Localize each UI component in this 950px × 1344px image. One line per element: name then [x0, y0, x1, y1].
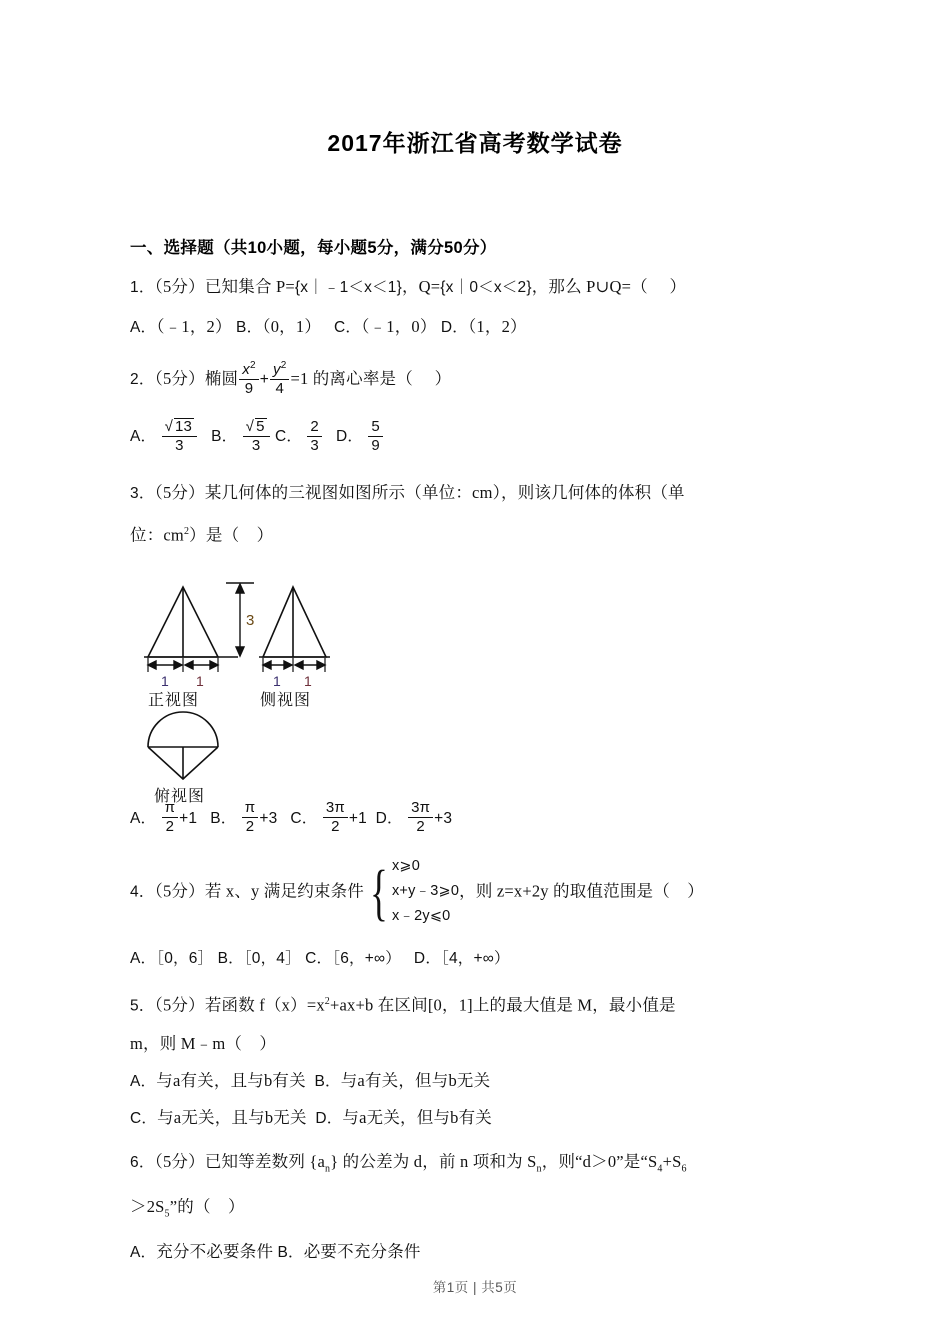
option-3-d-tail: +3: [434, 809, 453, 827]
denominator: 2: [165, 818, 175, 836]
option-1-a-text[interactable]: （﹣1，2）: [156, 317, 232, 336]
fraction-denominator: 9: [244, 380, 254, 398]
question-6-text-line2a: ＞2S: [130, 1197, 165, 1217]
question-5-text-line1a: 若函数 f（x）=x: [204, 995, 325, 1014]
option-5-c-label[interactable]: C．: [130, 1110, 158, 1127]
constraint-row-2: x+y﹣3⩾0: [391, 882, 460, 899]
question-4-text-b: ，则 z=x+2y 的取值范围是（: [459, 880, 670, 900]
option-4-b-label[interactable]: B．: [217, 949, 244, 967]
front-view-drawing: [144, 587, 238, 657]
option-3-d-label[interactable]: D．: [375, 809, 403, 827]
option-2-d-label[interactable]: D．: [335, 428, 364, 445]
question-1-points: （5分）: [154, 277, 205, 296]
option-1-d-label[interactable]: D．: [440, 319, 468, 336]
option-6-a-label[interactable]: A．: [130, 1243, 157, 1261]
section-heading: 一、选择题（共10小题，每小题5分，满分50分）: [130, 239, 497, 257]
option-3-c-label[interactable]: C．: [290, 809, 318, 827]
question-2-stem: [130, 346, 820, 399]
question-5-options-row1: [130, 1063, 820, 1100]
fraction-numerator: x: [242, 361, 250, 379]
plus-sign: +: [259, 371, 269, 388]
question-5-points: （5分）: [154, 995, 205, 1014]
fraction-x2-over-9: [239, 361, 258, 397]
option-4-c-text[interactable]: ［6，+∞）: [332, 949, 401, 967]
three-view-figure: [130, 569, 820, 805]
page-footer: 第1页 | 共5页: [432, 1280, 518, 1295]
three-view-drawing: [130, 569, 430, 805]
top-view-drawing: [148, 712, 218, 779]
denominator: 2: [331, 818, 340, 836]
question-6-text-p1: 已知等差数列 {a: [204, 1152, 326, 1171]
question-1-set-p: {x｜﹣1＜x＜1}: [294, 279, 402, 296]
denominator: 3: [175, 437, 184, 455]
question-2-text-c: ）: [434, 369, 452, 388]
option-1-b-label[interactable]: B．: [236, 319, 263, 336]
question-2-options: [130, 399, 820, 460]
question-1-options: [130, 307, 820, 346]
question-6-sub-4: 4: [657, 1163, 663, 1175]
option-2-a-label[interactable]: A．: [130, 428, 157, 445]
numerator: 5: [368, 419, 383, 437]
question-4-number: 4．: [130, 882, 155, 900]
option-2-b-value[interactable]: $\frac{√ 5}{3}$: [243, 418, 270, 454]
option-5-d-text[interactable]: 与a无关，但与b有关: [342, 1108, 492, 1127]
option-3-b-tail: +3: [259, 809, 278, 827]
option-1-a-label[interactable]: A．: [130, 319, 157, 336]
radicand: 13: [175, 418, 193, 436]
side-width-left-label: 1: [273, 672, 281, 689]
radicand: 5: [256, 418, 265, 436]
option-4-d-text[interactable]: ［4，+∞）: [441, 949, 510, 967]
question-3-number: 3．: [130, 485, 155, 502]
front-width-left-label: 1: [161, 672, 169, 689]
numerator: 2: [307, 419, 322, 437]
question-1-stem: [130, 258, 820, 307]
option-3-b-label[interactable]: B．: [210, 809, 237, 827]
question-6-points: （5分）: [154, 1152, 205, 1171]
denominator: 9: [371, 436, 380, 454]
numerator: 3π: [323, 800, 348, 818]
option-3-b-value[interactable]: [242, 800, 259, 835]
option-5-d-label[interactable]: D．: [315, 1110, 343, 1127]
question-3-text-line2a: 位：cm: [130, 525, 184, 545]
option-5-a-label[interactable]: A．: [130, 1073, 157, 1090]
question-6-sub-5: 5: [164, 1208, 170, 1220]
front-width-right-label: 1: [196, 672, 204, 689]
option-5-c-text[interactable]: 与a无关，且与b无关: [157, 1108, 307, 1127]
option-4-d-label[interactable]: D．: [413, 949, 442, 967]
numerator: 3π: [408, 800, 433, 818]
question-3-points: （5分）: [154, 483, 205, 502]
fraction-numerator: y: [272, 361, 281, 379]
question-6-text-line2b: ”的（: [169, 1197, 211, 1217]
question-1-set-q: {x｜0＜x＜2}: [440, 279, 532, 296]
option-4-a-text[interactable]: ［0，6］: [156, 949, 214, 967]
question-5-text-line2: m，则 M﹣m（: [130, 1034, 243, 1053]
fraction-numerator-exponent: 2: [249, 360, 256, 372]
option-5-b-text[interactable]: 与a有关，但与b无关: [340, 1071, 491, 1090]
question-2-number: 2．: [130, 371, 155, 388]
question-3-stem: [130, 460, 820, 513]
option-5-a-text[interactable]: 与a有关，且与b有关: [156, 1071, 306, 1090]
option-4-b-text[interactable]: ［0，4］: [243, 949, 301, 967]
question-6-sub-n1: n: [325, 1163, 331, 1175]
option-2-c-value[interactable]: [307, 419, 322, 454]
constraint-system: { x⩾0 x+y﹣3⩾0 x﹣2y⩽0: [364, 854, 459, 929]
question-5-text-line1b: +ax+b 在区间[0，1]上的最大值是 M，最小值是: [329, 995, 676, 1014]
question-1-text-a: 已知集合 P=: [204, 277, 295, 296]
option-2-c-label[interactable]: C．: [274, 428, 303, 445]
fraction-y2-over-4: [270, 361, 289, 397]
question-6-stem: [130, 1137, 820, 1188]
page-title: 2017年浙江省高考数学试卷: [327, 130, 623, 156]
option-3-c-tail: +1: [348, 809, 367, 827]
option-2-b-label[interactable]: B．: [211, 428, 238, 445]
question-4-stem: [130, 841, 820, 930]
question-6-number: 6．: [130, 1154, 155, 1171]
option-4-a-label[interactable]: A．: [130, 949, 157, 967]
question-4-text-a: 若 x、y 满足约束条件: [204, 880, 364, 900]
front-view-caption: 正视图: [148, 691, 200, 709]
top-view-caption: 俯视图: [154, 787, 206, 805]
question-3-text-line1: 某几何体的三视图如图所示（单位：cm），则该几何体的体积（单: [204, 483, 685, 502]
constraint-row-1: x⩾0: [391, 857, 421, 874]
question-6-sub-n2: n: [536, 1163, 542, 1175]
question-5-text-line2b: ）: [259, 1034, 277, 1053]
question-6-text-line2c: ）: [227, 1197, 245, 1217]
side-view-caption: 侧视图: [260, 691, 312, 709]
question-5-exponent: 2: [324, 995, 330, 1007]
option-1-b-text[interactable]: （0，1）: [262, 317, 322, 336]
option-6-a-text[interactable]: 充分不必要条件: [156, 1241, 274, 1261]
question-4-points: （5分）: [154, 880, 205, 900]
option-5-b-label[interactable]: B．: [314, 1073, 341, 1090]
question-6-options: [130, 1234, 820, 1271]
option-2-d-value[interactable]: [368, 419, 383, 454]
option-1-c-label[interactable]: C．: [334, 319, 362, 336]
question-6-text-p2: } 的公差为 d，前 n 项和为 S: [330, 1152, 537, 1171]
question-1-text-d: ）: [669, 277, 687, 296]
option-3-d-value[interactable]: [408, 800, 433, 835]
fraction-numerator-exponent: 2: [280, 360, 287, 372]
option-6-b-text[interactable]: 必要不充分条件: [303, 1241, 421, 1261]
denominator: 3: [310, 436, 319, 454]
option-3-c-value[interactable]: [323, 800, 348, 835]
question-3-text-line2b: ）是（: [189, 525, 240, 545]
numerator: π: [242, 800, 259, 818]
front-width-dimension-arrows: [148, 658, 218, 672]
option-4-c-label[interactable]: C．: [305, 949, 333, 967]
option-3-a-label[interactable]: A．: [130, 809, 157, 827]
constraint-row-3: x﹣2y⩽0: [391, 907, 451, 924]
denominator: 2: [416, 818, 425, 836]
question-2-points: （5分）: [154, 369, 205, 388]
option-1-c-text[interactable]: （﹣1，0）: [361, 317, 437, 336]
question-1-text-c: ，那么 P∪Q=（: [531, 277, 648, 296]
question-5-options-row2: [130, 1100, 820, 1137]
denominator: 2: [245, 818, 255, 836]
question-1-number: 1．: [130, 279, 155, 296]
question-2-text-b: =1 的离心率是（: [290, 369, 413, 388]
option-3-a-value[interactable]: [162, 800, 179, 835]
numerator: π: [162, 800, 179, 818]
height-label: 3: [246, 611, 255, 629]
question-6-sub-6: 6: [681, 1163, 687, 1175]
question-2-text-a: 椭圆: [204, 369, 239, 388]
question-6-text-p3: ，则“d＞0”是“S: [541, 1152, 658, 1171]
fraction-denominator: 4: [275, 380, 284, 398]
option-3-a-tail: +1: [179, 809, 198, 827]
question-1-text-b: ，Q=: [401, 277, 441, 296]
question-3-text-line2c: ）: [256, 525, 274, 545]
question-4-options: [130, 930, 820, 977]
side-width-dimension-arrows: [263, 658, 325, 672]
denominator: 3: [251, 437, 261, 455]
question-3-exponent: 2: [183, 526, 190, 537]
side-view-drawing: [259, 587, 330, 657]
option-2-a-value[interactable]: $\frac{√ 13}{3}$: [162, 418, 198, 454]
question-5-number: 5．: [130, 997, 155, 1014]
side-width-right-label: 1: [304, 672, 312, 689]
question-5-stem-line2: [130, 1025, 820, 1063]
question-6-stem-line2: [130, 1188, 820, 1233]
option-6-b-label[interactable]: B．: [277, 1243, 304, 1261]
option-1-d-text[interactable]: （1，2）: [467, 317, 527, 336]
question-4-text-c: ）: [687, 880, 704, 900]
question-3-options: [130, 794, 820, 841]
question-6-text-p4: +S: [662, 1152, 682, 1171]
question-3-stem-line2: [130, 513, 820, 555]
question-5-stem: [130, 977, 820, 1026]
